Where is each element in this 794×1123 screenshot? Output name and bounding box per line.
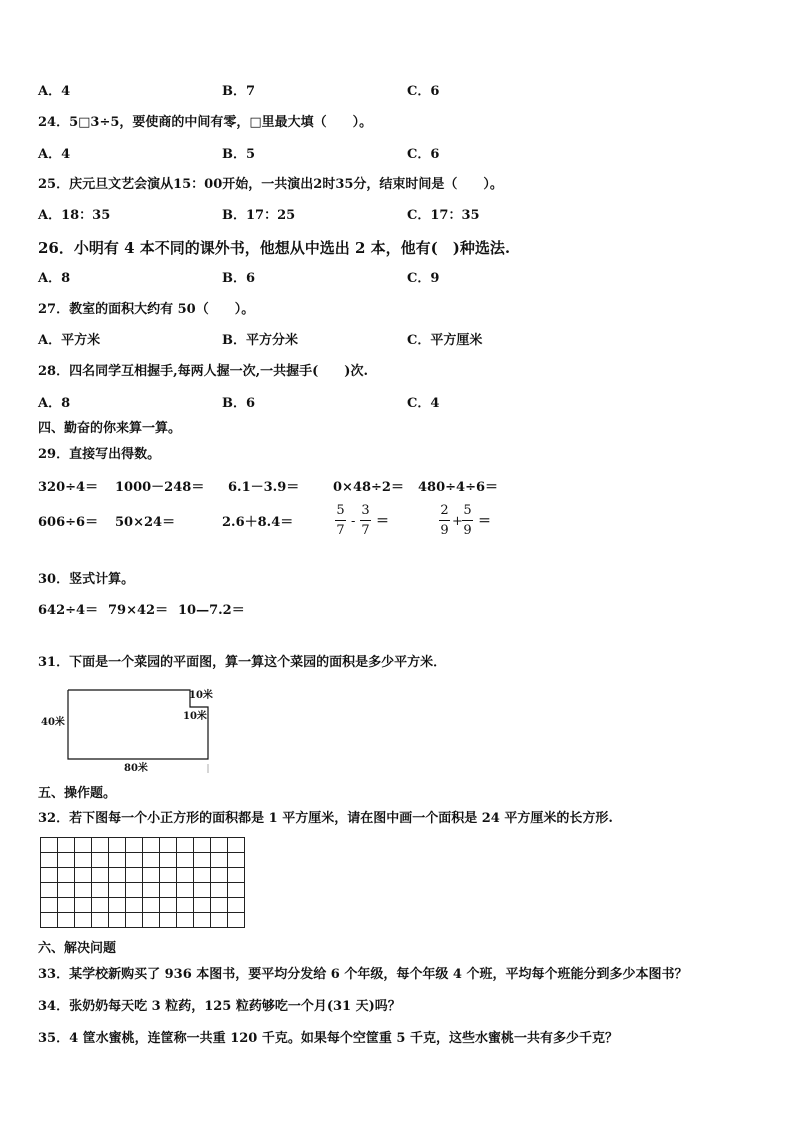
q25-option-c: C．17：35 [407, 208, 480, 223]
label-length: 80米 [124, 763, 148, 774]
fraction [360, 503, 371, 538]
grid-cell[interactable] [194, 868, 211, 883]
q24-option-c: C．6 [407, 147, 440, 162]
grid-cell[interactable] [92, 913, 109, 928]
grid-cell[interactable] [211, 853, 228, 868]
grid-cell[interactable] [75, 838, 92, 853]
grid-cell[interactable] [228, 868, 245, 883]
grid-cell[interactable] [143, 868, 160, 883]
q25-option-a: A．18：35 [38, 208, 111, 223]
grid-row [41, 883, 245, 898]
q29-row1-item: 6.1－3.9＝ [228, 480, 300, 495]
grid-cell[interactable] [126, 898, 143, 913]
grid-cell[interactable] [126, 913, 143, 928]
q26-question: 26．小明有 4 本不同的课外书，他想从中选出 2 本，他有( )种选法. [38, 239, 511, 257]
denominator: 9 [463, 523, 472, 538]
grid-cell[interactable] [177, 838, 194, 853]
grid-cell[interactable] [126, 853, 143, 868]
grid-cell[interactable] [58, 853, 75, 868]
grid-cell[interactable] [211, 913, 228, 928]
grid-cell[interactable] [75, 883, 92, 898]
grid-cell[interactable] [228, 838, 245, 853]
q29-row2-item: 2.6＋8.4＝ [222, 515, 294, 530]
q27-option-a: A．平方米 [38, 333, 101, 348]
grid-cell[interactable] [92, 868, 109, 883]
grid-cell[interactable] [143, 913, 160, 928]
grid-cell[interactable] [228, 898, 245, 913]
grid-cell[interactable] [228, 883, 245, 898]
grid-cell[interactable] [228, 913, 245, 928]
q24-option-a: A．4 [38, 147, 71, 162]
grid-cell[interactable] [92, 898, 109, 913]
q26-option-a: A．8 [38, 271, 71, 286]
q29-row1-item: 320÷4＝ [38, 480, 99, 495]
grid-cell[interactable] [109, 868, 126, 883]
denominator: 7 [336, 523, 345, 538]
q29-row1-item: 480÷4÷6＝ [418, 480, 499, 495]
q28-option-c: C．4 [407, 396, 440, 411]
q24-question: 24．5□3÷5，要使商的中间有零，□里最大填（ ）。 [38, 115, 373, 130]
q30-item: 10—7.2＝ [178, 603, 245, 618]
numerator: 5 [463, 503, 472, 518]
grid-cell[interactable] [92, 838, 109, 853]
fraction-bar [335, 520, 346, 521]
grid-row [41, 853, 245, 868]
numerator: 5 [336, 503, 345, 518]
q27-option-b: B．平方分米 [222, 333, 298, 348]
q25-question: 25．庆元旦文艺会演从15：00开始，一共演出2时35分，结束时间是（ ）。 [38, 177, 503, 192]
grid-cell[interactable] [41, 853, 58, 868]
label-notch-side: 10米 [183, 711, 207, 722]
grid-cell[interactable] [58, 868, 75, 883]
fraction-bar [360, 520, 371, 521]
q29-row1-item: 1000－248＝ [115, 480, 205, 495]
label-width: 40米 [41, 717, 65, 728]
grid-cell[interactable] [126, 883, 143, 898]
grid-cell[interactable] [177, 883, 194, 898]
grid-cell[interactable] [211, 883, 228, 898]
grid-cell[interactable] [160, 853, 177, 868]
q23-option-a: A．4 [38, 84, 71, 99]
grid-cell[interactable] [41, 913, 58, 928]
section-6-heading: 六、解决问题 [38, 941, 117, 956]
q31-question: 31．下面是一个菜园的平面图，算一算这个菜园的面积是多少平方米． [38, 655, 447, 670]
grid-cell[interactable] [92, 853, 109, 868]
q30-question: 30．竖式计算。 [38, 572, 135, 587]
grid-cell[interactable] [228, 853, 245, 868]
grid-row [41, 838, 245, 853]
grid-cell[interactable] [160, 883, 177, 898]
grid-cell[interactable] [75, 853, 92, 868]
grid-cell[interactable] [160, 898, 177, 913]
q29-question: 29．直接写出得数。 [38, 447, 161, 462]
numerator: 3 [361, 503, 370, 518]
grid-cell[interactable] [41, 883, 58, 898]
grid-cell[interactable] [41, 838, 58, 853]
grid-cell[interactable] [194, 838, 211, 853]
fraction-bar [462, 520, 473, 521]
grid-cell[interactable] [177, 898, 194, 913]
fraction-bar [439, 520, 450, 521]
grid-cell[interactable] [109, 838, 126, 853]
grid-row [41, 868, 245, 883]
q23-option-c: C．6 [407, 84, 440, 99]
grid-cell[interactable] [177, 853, 194, 868]
grid-cell[interactable] [75, 868, 92, 883]
q25-option-b: B．17：25 [222, 208, 296, 223]
q34-question: 34．张奶奶每天吃 3 粒药，125 粒药够吃一个月(31 天)吗？ [38, 999, 401, 1014]
denominator: 7 [361, 523, 370, 538]
grid-cell[interactable] [58, 913, 75, 928]
q30-item: 642÷4＝ [38, 603, 99, 618]
grid-cell[interactable] [160, 913, 177, 928]
operator: + [452, 514, 463, 529]
q28-option-a: A．8 [38, 396, 71, 411]
q29-row2-item: 606÷6＝ [38, 515, 99, 530]
equals-sign: ＝ [478, 514, 492, 529]
grid-cell[interactable] [194, 913, 211, 928]
grid-cell[interactable] [143, 853, 160, 868]
q23-option-b: B．7 [222, 84, 256, 99]
grid-cell[interactable] [58, 898, 75, 913]
section-5-heading: 五、操作题。 [38, 786, 117, 801]
q35-question: 35．4 筐水蜜桃，连筐称一共重 120 千克。如果每个空筐重 5 千克，这些水蜜桃一共有多少千克？ [38, 1031, 618, 1046]
grid-cell[interactable] [41, 898, 58, 913]
q26-option-b: B．6 [222, 271, 256, 286]
grid-cell[interactable] [143, 883, 160, 898]
q33-question: 33．某学校新购买了 936 本图书，要平均分发给 6 个年级，每个年级 4 个班，平均每个班能分到多少本图书？ [38, 967, 688, 982]
numerator: 2 [440, 503, 449, 518]
grid-row [41, 913, 245, 928]
grid-cell[interactable] [58, 838, 75, 853]
denominator: 9 [440, 523, 449, 538]
grid-cell[interactable] [75, 898, 92, 913]
grid-row [41, 898, 245, 913]
grid-cell[interactable] [109, 883, 126, 898]
section-4-heading: 四、勤奋的你来算一算。 [38, 421, 182, 436]
grid-cell[interactable] [177, 868, 194, 883]
fraction [335, 503, 346, 538]
grid-cell[interactable] [126, 838, 143, 853]
grid-cell[interactable] [194, 883, 211, 898]
grid-cell[interactable] [211, 868, 228, 883]
q27-option-c: C．平方厘米 [407, 333, 483, 348]
q29-row2-item: 50×24＝ [115, 515, 176, 530]
q30-item: 79×42＝ [108, 603, 169, 618]
grid-cell[interactable] [109, 853, 126, 868]
garden-plan-diagram [38, 685, 238, 775]
q29-row1-item: 0×48÷2＝ [333, 480, 404, 495]
grid-cell[interactable] [143, 898, 160, 913]
operator: - [351, 514, 356, 529]
q26-option-c: C．9 [407, 271, 440, 286]
grid-cell[interactable] [92, 883, 109, 898]
grid-cell[interactable] [109, 898, 126, 913]
grid-cell[interactable] [211, 898, 228, 913]
q27-question: 27．教室的面积大约有 50（ ）。 [38, 302, 255, 317]
fraction [462, 503, 473, 538]
q32-question: 32．若下图每一个小正方形的面积都是 1 平方厘米，请在图中画一个面积是 24 平方厘米的长方形. [38, 811, 613, 826]
grid-cell[interactable] [194, 898, 211, 913]
grid-cell[interactable] [143, 838, 160, 853]
grid-cell[interactable] [75, 913, 92, 928]
q28-option-b: B．6 [222, 396, 256, 411]
grid-cell[interactable] [109, 913, 126, 928]
fraction [439, 503, 450, 538]
square-grid[interactable] [40, 837, 245, 928]
grid-cell[interactable] [177, 913, 194, 928]
equals-sign: ＝ [376, 514, 390, 529]
grid-cell[interactable] [194, 853, 211, 868]
q28-question: 28．四名同学互相握手,每两人握一次,一共握手( )次. [38, 364, 368, 379]
grid-cell[interactable] [160, 868, 177, 883]
grid-cell[interactable] [41, 868, 58, 883]
grid-cell[interactable] [160, 838, 177, 853]
q24-option-b: B．5 [222, 147, 256, 162]
grid-cell[interactable] [211, 838, 228, 853]
grid-cell[interactable] [126, 868, 143, 883]
grid-cell[interactable] [58, 883, 75, 898]
label-notch-top: 10米 [189, 690, 213, 701]
